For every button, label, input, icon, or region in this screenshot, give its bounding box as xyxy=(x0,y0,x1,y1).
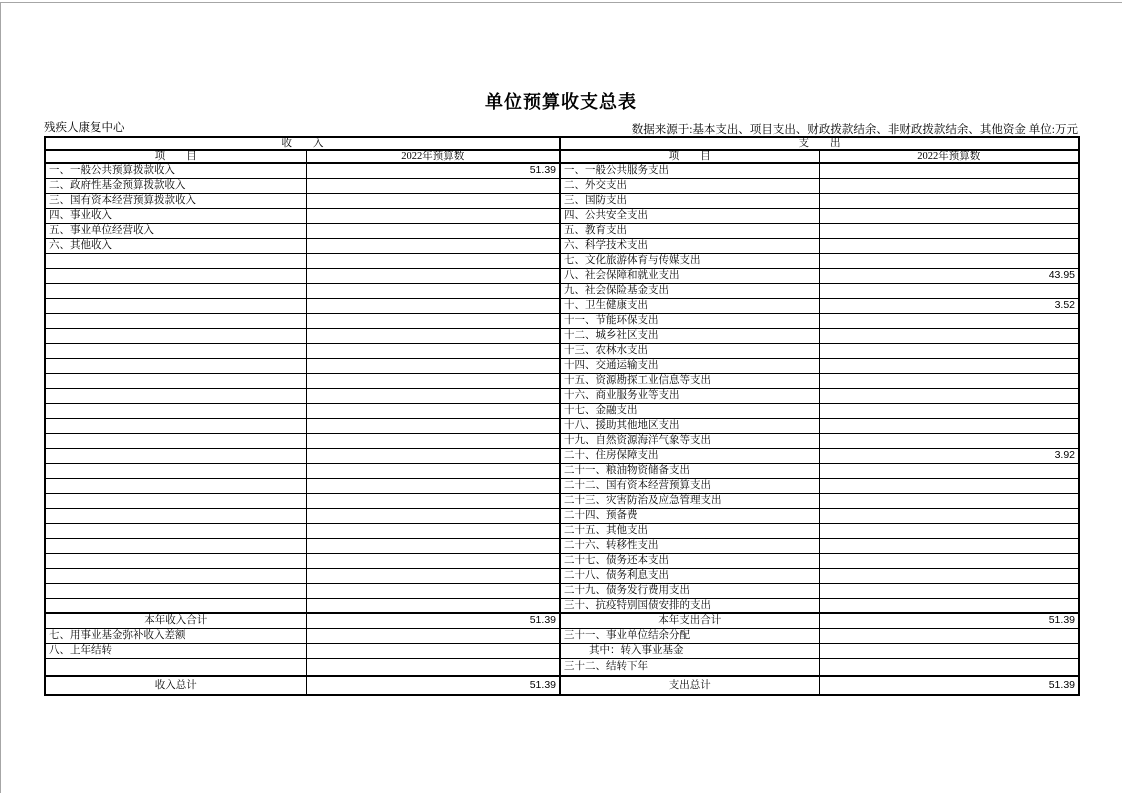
expense-value-cell: 51.39 xyxy=(819,676,1079,695)
expense-item-cell: 二十、住房保障支出 xyxy=(560,448,819,463)
table-row xyxy=(45,358,1079,373)
income-item-cell: 三、国有资本经营预算拨款收入 xyxy=(45,193,306,208)
income-value-cell xyxy=(306,538,560,553)
income-item-cell xyxy=(45,298,306,313)
expense-item-cell: 八、社会保障和就业支出 xyxy=(560,268,819,283)
income-item-cell: 五、事业单位经营收入 xyxy=(45,223,306,238)
expense-value-cell xyxy=(819,508,1079,523)
income-item-cell: 收入总计 xyxy=(45,676,306,695)
income-value-cell xyxy=(306,253,560,268)
income-item-cell xyxy=(45,343,306,358)
expense-value-cell xyxy=(819,463,1079,478)
page-title: 单位预算收支总表 xyxy=(485,92,637,112)
table-row xyxy=(45,553,1079,568)
income-item-cell xyxy=(45,418,306,433)
expense-value-cell xyxy=(819,163,1079,178)
income-value-cell xyxy=(306,493,560,508)
expense-item-cell: 十二、城乡社区支出 xyxy=(560,328,819,343)
expense-value-cell xyxy=(819,238,1079,253)
expense-item-cell: 三十二、结转下年 xyxy=(560,658,819,676)
expense-value-cell xyxy=(819,343,1079,358)
table-row xyxy=(45,253,1079,268)
income-value-cell xyxy=(306,373,560,388)
expense-item-cell: 七、文化旅游体育与传媒支出 xyxy=(560,253,819,268)
income-item-cell xyxy=(45,403,306,418)
table-row xyxy=(45,598,1079,613)
table-row xyxy=(45,163,1079,178)
expense-item-cell: 二十九、债务发行费用支出 xyxy=(560,583,819,598)
income-value-cell xyxy=(306,313,560,328)
expense-item-cell: 五、教育支出 xyxy=(560,223,819,238)
income-item-cell xyxy=(45,523,306,538)
expense-item-cell: 十六、商业服务业等支出 xyxy=(560,388,819,403)
income-item-cell xyxy=(45,313,306,328)
income-value-cell xyxy=(306,448,560,463)
table-row xyxy=(45,298,1079,313)
expense-value-cell xyxy=(819,178,1079,193)
page-edge-left-line xyxy=(0,2,1,793)
income-item-cell: 七、用事业基金弥补收入差额 xyxy=(45,628,306,643)
income-value-cell: 51.39 xyxy=(306,163,560,178)
table-row xyxy=(45,283,1079,298)
table-row xyxy=(45,448,1079,463)
table-row xyxy=(45,676,1079,695)
income-item-cell xyxy=(45,508,306,523)
expense-item-cell: 二十四、预备费 xyxy=(560,508,819,523)
expense-item-cell: 二十二、国有资本经营预算支出 xyxy=(560,478,819,493)
income-item-cell xyxy=(45,553,306,568)
income-value-cell xyxy=(306,208,560,223)
table-row xyxy=(45,403,1079,418)
expense-item-cell: 一、一般公共服务支出 xyxy=(560,163,819,178)
table-row xyxy=(45,613,1079,628)
income-value-cell xyxy=(306,523,560,538)
income-value-cell xyxy=(306,223,560,238)
table-row xyxy=(45,478,1079,493)
income-item-cell: 二、政府性基金预算拨款收入 xyxy=(45,178,306,193)
income-value-cell xyxy=(306,268,560,283)
income-value-cell: 51.39 xyxy=(306,676,560,695)
expense-item-cell: 二十八、债务利息支出 xyxy=(560,568,819,583)
expense-item-cell: 二十七、债务还本支出 xyxy=(560,553,819,568)
table-row xyxy=(45,223,1079,238)
income-value-cell xyxy=(306,568,560,583)
table-row xyxy=(45,193,1079,208)
income-value-cell xyxy=(306,358,560,373)
expense-budget-column-header: 2022年预算数 xyxy=(819,150,1079,163)
expense-item-cell: 二十三、灾害防治及应急管理支出 xyxy=(560,493,819,508)
income-item-cell: 六、其他收入 xyxy=(45,238,306,253)
expense-item-cell: 十八、援助其他地区支出 xyxy=(560,418,819,433)
expense-item-cell: 二十一、粮油物资储备支出 xyxy=(560,463,819,478)
expense-item-cell: 三十一、事业单位结余分配 xyxy=(560,628,819,643)
income-item-cell xyxy=(45,283,306,298)
expense-value-cell xyxy=(819,328,1079,343)
expense-item-cell: 十五、资源勘探工业信息等支出 xyxy=(560,373,819,388)
income-value-cell xyxy=(306,328,560,343)
unit-name-label: 残疾人康复中心 xyxy=(44,122,125,134)
expense-item-cell: 三十、抗疫特别国债安排的支出 xyxy=(560,598,819,613)
expense-item-cell: 十三、农林水支出 xyxy=(560,343,819,358)
income-item-cell xyxy=(45,598,306,613)
income-section-header: 收 入 xyxy=(45,137,560,150)
table-row xyxy=(45,268,1079,283)
income-item-cell xyxy=(45,268,306,283)
expense-value-cell xyxy=(819,388,1079,403)
expense-item-cell: 二十六、转移性支出 xyxy=(560,538,819,553)
expense-item-cell: 本年支出合计 xyxy=(560,613,819,628)
expense-value-cell: 3.92 xyxy=(819,448,1079,463)
expense-value-cell xyxy=(819,568,1079,583)
income-item-cell xyxy=(45,373,306,388)
expense-section-header: 支 出 xyxy=(560,137,1079,150)
income-item-cell xyxy=(45,358,306,373)
income-item-cell xyxy=(45,478,306,493)
expense-item-cell: 十九、自然资源海洋气象等支出 xyxy=(560,433,819,448)
expense-value-cell xyxy=(819,283,1079,298)
expense-item-cell: 四、公共安全支出 xyxy=(560,208,819,223)
income-value-cell xyxy=(306,658,560,676)
income-value-cell xyxy=(306,643,560,658)
table-row xyxy=(45,178,1079,193)
budget-summary-table xyxy=(44,136,1080,696)
income-item-cell xyxy=(45,568,306,583)
income-item-cell xyxy=(45,493,306,508)
income-item-cell xyxy=(45,388,306,403)
income-item-cell: 八、上年结转 xyxy=(45,643,306,658)
table-row xyxy=(45,628,1079,643)
expense-value-cell xyxy=(819,358,1079,373)
income-value-cell xyxy=(306,553,560,568)
table-row xyxy=(45,328,1079,343)
expense-item-cell: 十四、交通运输支出 xyxy=(560,358,819,373)
income-value-cell xyxy=(306,178,560,193)
expense-value-cell xyxy=(819,643,1079,658)
income-item-cell xyxy=(45,253,306,268)
expense-value-cell xyxy=(819,418,1079,433)
income-item-cell xyxy=(45,448,306,463)
expense-value-cell xyxy=(819,553,1079,568)
income-value-cell xyxy=(306,478,560,493)
expense-value-cell xyxy=(819,493,1079,508)
table-row xyxy=(45,508,1079,523)
income-value-cell xyxy=(306,388,560,403)
income-value-cell xyxy=(306,508,560,523)
expense-value-cell xyxy=(819,193,1079,208)
table-row xyxy=(45,418,1079,433)
table-row xyxy=(45,493,1079,508)
expense-item-cell: 三、国防支出 xyxy=(560,193,819,208)
table-row xyxy=(45,523,1079,538)
table-row xyxy=(45,238,1079,253)
table-row xyxy=(45,343,1079,358)
expense-item-cell: 十七、金融支出 xyxy=(560,403,819,418)
income-item-cell xyxy=(45,538,306,553)
table-row xyxy=(45,463,1079,478)
section-header-row xyxy=(45,137,1079,150)
page-edge-top-line xyxy=(0,2,1122,3)
table-row xyxy=(45,643,1079,658)
expense-value-cell xyxy=(819,523,1079,538)
income-value-cell xyxy=(306,628,560,643)
income-value-cell xyxy=(306,283,560,298)
expense-item-cell: 十、卫生健康支出 xyxy=(560,298,819,313)
expense-value-cell xyxy=(819,628,1079,643)
income-item-cell: 本年收入合计 xyxy=(45,613,306,628)
income-item-cell xyxy=(45,433,306,448)
table-row xyxy=(45,658,1079,676)
income-item-cell xyxy=(45,583,306,598)
expense-value-cell: 51.39 xyxy=(819,613,1079,628)
table-row xyxy=(45,583,1079,598)
expense-value-cell xyxy=(819,253,1079,268)
expense-value-cell xyxy=(819,403,1079,418)
expense-item-cell: 其中：转入事业基金 xyxy=(560,643,819,658)
data-source-note: 数据来源于:基本支出、项目支出、财政拨款结余、非财政拨款结余、其他资金 单位:万元 xyxy=(631,124,1078,136)
income-value-cell xyxy=(306,433,560,448)
expense-value-cell xyxy=(819,313,1079,328)
expense-item-cell: 十一、节能环保支出 xyxy=(560,313,819,328)
income-item-cell xyxy=(45,658,306,676)
expense-value-cell xyxy=(819,373,1079,388)
table-row xyxy=(45,433,1079,448)
income-item-cell xyxy=(45,463,306,478)
table-row xyxy=(45,208,1079,223)
table-row xyxy=(45,388,1079,403)
column-header-row xyxy=(45,150,1079,163)
income-value-cell xyxy=(306,463,560,478)
income-budget-column-header: 2022年预算数 xyxy=(306,150,560,163)
expense-value-cell xyxy=(819,223,1079,238)
expense-item-cell: 支出总计 xyxy=(560,676,819,695)
expense-value-cell xyxy=(819,658,1079,676)
income-value-cell: 51.39 xyxy=(306,613,560,628)
expense-item-cell: 二十五、其他支出 xyxy=(560,523,819,538)
income-item-cell: 四、事业收入 xyxy=(45,208,306,223)
income-value-cell xyxy=(306,193,560,208)
income-value-cell xyxy=(306,343,560,358)
income-value-cell xyxy=(306,298,560,313)
income-value-cell xyxy=(306,418,560,433)
expense-item-cell: 二、外交支出 xyxy=(560,178,819,193)
income-item-cell xyxy=(45,328,306,343)
expense-value-cell xyxy=(819,478,1079,493)
table-row xyxy=(45,568,1079,583)
expense-value-cell xyxy=(819,538,1079,553)
table-row xyxy=(45,313,1079,328)
expense-value-cell xyxy=(819,208,1079,223)
table-row xyxy=(45,538,1079,553)
income-value-cell xyxy=(306,403,560,418)
expense-value-cell: 43.95 xyxy=(819,268,1079,283)
expense-item-column-header: 项 目 xyxy=(560,150,819,163)
expense-value-cell xyxy=(819,598,1079,613)
table-row xyxy=(45,373,1079,388)
expense-value-cell xyxy=(819,583,1079,598)
income-item-cell: 一、一般公共预算拨款收入 xyxy=(45,163,306,178)
expense-value-cell xyxy=(819,433,1079,448)
income-value-cell xyxy=(306,598,560,613)
expense-item-cell: 九、社会保险基金支出 xyxy=(560,283,819,298)
expense-value-cell: 3.52 xyxy=(819,298,1079,313)
income-value-cell xyxy=(306,583,560,598)
expense-item-cell: 六、科学技术支出 xyxy=(560,238,819,253)
income-item-column-header: 项 目 xyxy=(45,150,306,163)
income-value-cell xyxy=(306,238,560,253)
